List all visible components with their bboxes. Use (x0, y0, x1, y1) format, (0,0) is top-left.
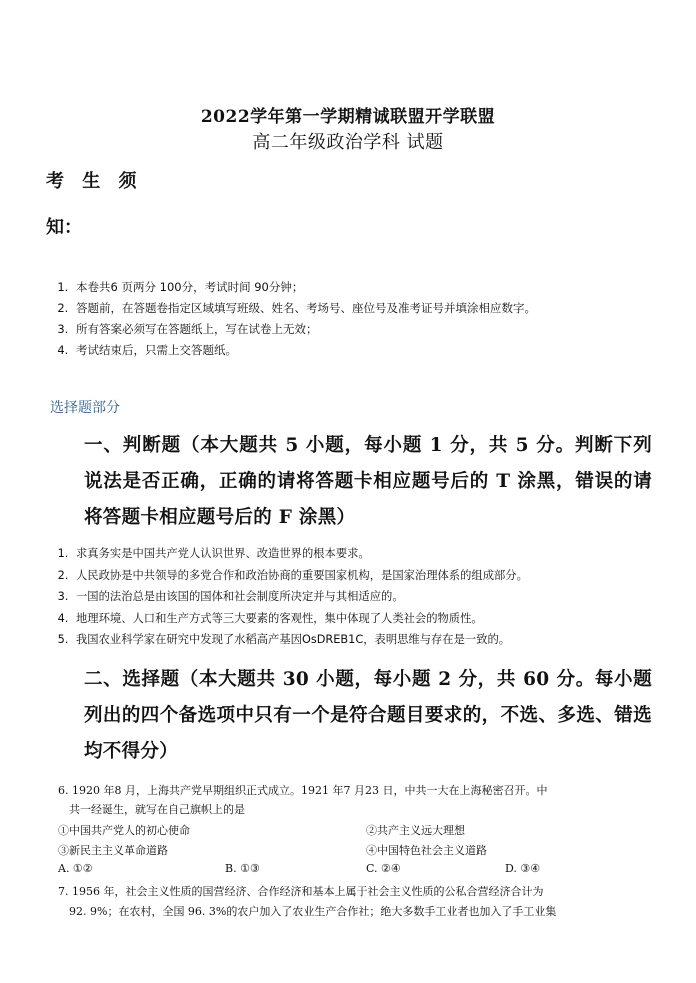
notice-label: 考 生 须 (46, 171, 143, 192)
judge-item: 4. 地理环境、人口和生产方式等三大要素的客观性，集中体现了人类社会的物质性。 (72, 608, 692, 630)
judge-item: 2. 人民政协是中共领导的多党合作和政治协商的重要国家机构，是国家治理体系的组成部分。 (72, 565, 692, 587)
notice-item: 4. 考试结束后，只需上交答题纸。 (72, 340, 692, 361)
q6-statement-4: ④中国特色社会主义道路 (366, 844, 487, 857)
q6-statement-3: ③新民主主义革命道路 (58, 844, 168, 857)
q6-choice-a: A. ①② (58, 862, 93, 875)
section1-heading: 一、判断题（本大题共 5 小题，每小题 1 分，共 5 分。判断下列说法是否正确，正确的请将答题卡相应题号后的 T 涂黑，错误的请将答题卡相应题号后的 F 涂黑） (84, 435, 652, 528)
notice-item: 3. 所有答案必须写在答题纸上，写在试卷上无效； (72, 319, 692, 340)
notice-item: 1. 本卷共6 页两分 100分，考试时间 90分钟； (72, 277, 692, 298)
section2-heading: 二、选择题（本大题共 30 小题，每小题 2 分，共 60 分。每小题列出的四个备选项中只有一个是符合题目要求的，不选、多选、错选均不得分） (84, 669, 652, 762)
exam-title: 2022学年第一学期精诚联盟开学联盟 (200, 107, 496, 127)
notice-label-cont: 知： (46, 217, 82, 238)
notice-list (50, 277, 692, 361)
judge-item: 3. 一国的法治总是由该国的国体和社会制度所决定并与其相适应的。 (72, 586, 692, 608)
judge-item: 1. 求真务实是中国共产党人认识世界、改造世界的根本要求。 (72, 543, 692, 565)
question-7-line2: 92. 9%；在农村，全国 96. 3%的农户加入了农业生产合作社；绝大多数手工业者也加入了手工业集 (69, 905, 557, 918)
question-6-line1: 6. 1920 年8 月，上海共产党早期组织正式成立。1921 年7 月23 日，中共一大在上海秘密召开。中 (58, 784, 548, 797)
q6-statement-2: ②共产主义远大理想 (366, 824, 465, 837)
judge-list (50, 543, 692, 651)
q6-choice-b: B. ①③ (225, 862, 260, 875)
question-6-line2: 共一经诞生，就写在自己旗帜上的是 (69, 803, 245, 816)
judge-item: 5. 我国农业科学家在研究中发现了水稻高产基因OsDREB1C，表明思维与存在是一致的。 (72, 629, 692, 651)
q6-choice-d: D. ③④ (505, 862, 541, 875)
question-7-line1: 7. 1956 年，社会主义性质的国营经济、合作经济和基本上属于社会主义性质的公私合营经济合计为 (58, 885, 544, 898)
q6-choice-c: C. ②④ (366, 862, 401, 875)
exam-subtitle: 高二年级政治学科 试题 (252, 132, 444, 153)
notice-item: 2. 答题前，在答题卷指定区域填写班级、姓名、考场号、座位号及准考证号并填涂相应数字。 (72, 298, 692, 319)
q6-statement-1: ①中国共产党人的初心使命 (58, 824, 190, 837)
part-label: 选择题部分 (50, 400, 120, 416)
